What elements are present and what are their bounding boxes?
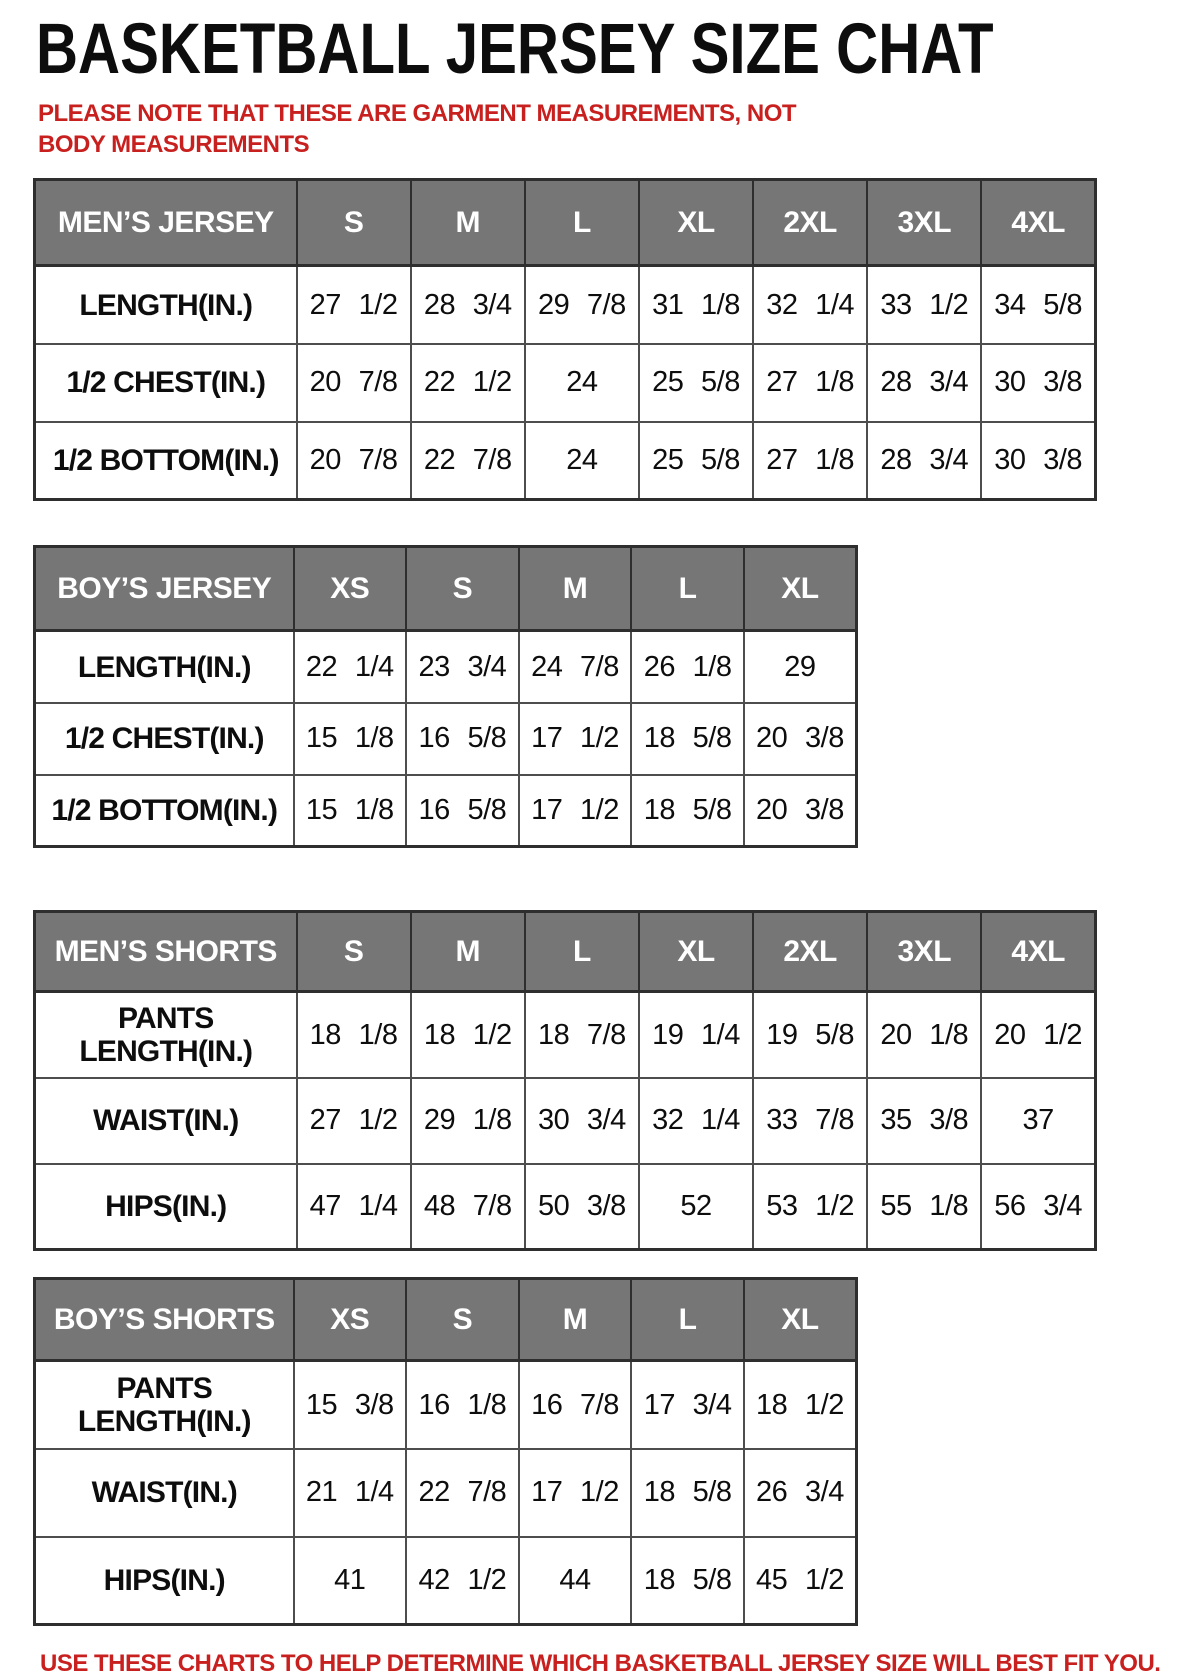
size-value-cell: 34 5/8 xyxy=(981,266,1095,344)
size-value-cell: 19 1/4 xyxy=(639,992,753,1078)
size-value-cell: 17 1/2 xyxy=(519,1449,632,1537)
size-value-cell: 28 3/4 xyxy=(867,422,981,500)
size-column-header: L xyxy=(631,547,744,631)
table-header-row xyxy=(35,1279,857,1361)
row-label: 1/2 CHEST(IN.) xyxy=(35,344,297,422)
size-value-cell: 52 xyxy=(639,1164,753,1250)
page-title: BASKETBALL JERSEY SIZE CHAT xyxy=(36,10,994,89)
row-label: LENGTH(IN.) xyxy=(35,266,297,344)
size-value-cell: 20 7/8 xyxy=(297,344,411,422)
size-value-cell: 27 1/2 xyxy=(297,1078,411,1164)
size-value-cell: 37 xyxy=(981,1078,1095,1164)
row-label: 1/2 BOTTOM(IN.) xyxy=(35,422,297,500)
size-value-cell: 20 7/8 xyxy=(297,422,411,500)
footer-text: USE THESE CHARTS TO HELP DETERMINE WHICH BASKETBALL JERSEY SIZE WILL BEST FIT YOU. xyxy=(40,1650,1161,1678)
size-value-cell: 27 1/8 xyxy=(753,422,867,500)
table-header-label: BOY’S SHORTS xyxy=(35,1279,294,1361)
size-column-header: XS xyxy=(294,1279,407,1361)
size-value-cell: 22 1/2 xyxy=(411,344,525,422)
size-value-cell: 18 1/2 xyxy=(744,1361,857,1449)
garment-note-text: PLEASE NOTE THAT THESE ARE GARMENT MEASUREMENTS, NOT BODY MEASUREMENTS xyxy=(38,100,797,158)
size-value-cell: 23 3/4 xyxy=(406,631,519,703)
table-row xyxy=(35,992,1096,1078)
size-value-cell: 16 5/8 xyxy=(406,775,519,847)
row-label: 1/2 BOTTOM(IN.) xyxy=(35,775,294,847)
size-column-header: XL xyxy=(639,912,753,992)
size-value-cell: 50 3/8 xyxy=(525,1164,639,1250)
size-value-cell: 33 1/2 xyxy=(867,266,981,344)
size-value-cell: 25 5/8 xyxy=(639,422,753,500)
size-value-cell: 17 1/2 xyxy=(519,703,632,775)
size-value-cell: 47 1/4 xyxy=(297,1164,411,1250)
size-value-cell: 30 3/4 xyxy=(525,1078,639,1164)
size-value-cell: 44 xyxy=(519,1537,632,1625)
size-value-cell: 15 3/8 xyxy=(294,1361,407,1449)
table-row xyxy=(35,1361,857,1449)
table-row xyxy=(35,703,857,775)
table-header-label: MEN’S JERSEY xyxy=(35,180,297,266)
table-row xyxy=(35,422,1096,500)
size-column-header: XS xyxy=(294,547,407,631)
size-value-cell: 29 1/8 xyxy=(411,1078,525,1164)
size-value-cell: 17 3/4 xyxy=(631,1361,744,1449)
size-value-cell: 16 7/8 xyxy=(519,1361,632,1449)
size-value-cell: 18 5/8 xyxy=(631,775,744,847)
size-value-cell: 41 xyxy=(294,1537,407,1625)
tables-root xyxy=(33,178,1200,1626)
boys-jersey-table xyxy=(33,545,858,848)
row-label: PANTS LENGTH(IN.) xyxy=(35,992,297,1078)
size-column-header: M xyxy=(411,912,525,992)
table-row xyxy=(35,775,857,847)
size-value-cell: 15 1/8 xyxy=(294,703,407,775)
size-value-cell: 20 1/8 xyxy=(867,992,981,1078)
size-value-cell: 16 1/8 xyxy=(406,1361,519,1449)
row-label: HIPS(IN.) xyxy=(35,1164,297,1250)
size-value-cell: 30 3/8 xyxy=(981,344,1095,422)
size-value-cell: 19 5/8 xyxy=(753,992,867,1078)
size-value-cell: 27 1/8 xyxy=(753,344,867,422)
row-label: 1/2 CHEST(IN.) xyxy=(35,703,294,775)
row-label: HIPS(IN.) xyxy=(35,1537,294,1625)
size-column-header: L xyxy=(525,912,639,992)
size-column-header: S xyxy=(297,912,411,992)
table-row xyxy=(35,266,1096,344)
size-column-header: 4XL xyxy=(981,180,1095,266)
table-header-row xyxy=(35,180,1096,266)
table-header-row xyxy=(35,912,1096,992)
size-chart-page xyxy=(0,10,1200,1679)
size-column-header: M xyxy=(411,180,525,266)
size-value-cell: 22 1/4 xyxy=(294,631,407,703)
size-value-cell: 22 7/8 xyxy=(411,422,525,500)
size-value-cell: 18 5/8 xyxy=(631,703,744,775)
table-header-label: BOY’S JERSEY xyxy=(35,547,294,631)
size-value-cell: 22 7/8 xyxy=(406,1449,519,1537)
size-value-cell: 24 xyxy=(525,422,639,500)
size-column-header: XL xyxy=(639,180,753,266)
size-column-header: XL xyxy=(744,547,857,631)
size-column-header: 4XL xyxy=(981,912,1095,992)
size-value-cell: 17 1/2 xyxy=(519,775,632,847)
table-row xyxy=(35,631,857,703)
size-column-header: L xyxy=(525,180,639,266)
size-value-cell: 29 7/8 xyxy=(525,266,639,344)
size-value-cell: 45 1/2 xyxy=(744,1537,857,1625)
size-value-cell: 28 3/4 xyxy=(867,344,981,422)
table-row xyxy=(35,1164,1096,1250)
size-value-cell: 26 1/8 xyxy=(631,631,744,703)
size-value-cell: 32 1/4 xyxy=(753,266,867,344)
size-column-header: L xyxy=(631,1279,744,1361)
size-value-cell: 20 1/2 xyxy=(981,992,1095,1078)
size-value-cell: 28 3/4 xyxy=(411,266,525,344)
table-row xyxy=(35,1537,857,1625)
size-value-cell: 15 1/8 xyxy=(294,775,407,847)
boys-shorts-table xyxy=(33,1277,858,1626)
size-value-cell: 18 5/8 xyxy=(631,1537,744,1625)
mens-jersey-table xyxy=(33,178,1097,501)
size-value-cell: 18 7/8 xyxy=(525,992,639,1078)
size-value-cell: 25 5/8 xyxy=(639,344,753,422)
size-column-header: XL xyxy=(744,1279,857,1361)
size-column-header: 2XL xyxy=(753,912,867,992)
size-value-cell: 32 1/4 xyxy=(639,1078,753,1164)
size-column-header: 2XL xyxy=(753,180,867,266)
size-value-cell: 26 3/4 xyxy=(744,1449,857,1537)
size-value-cell: 53 1/2 xyxy=(753,1164,867,1250)
table-header-row xyxy=(35,547,857,631)
size-value-cell: 33 7/8 xyxy=(753,1078,867,1164)
size-column-header: M xyxy=(519,1279,632,1361)
size-value-cell: 55 1/8 xyxy=(867,1164,981,1250)
size-column-header: S xyxy=(406,1279,519,1361)
size-value-cell: 30 3/8 xyxy=(981,422,1095,500)
table-header-label: MEN’S SHORTS xyxy=(35,912,297,992)
size-value-cell: 24 7/8 xyxy=(519,631,632,703)
size-value-cell: 18 1/8 xyxy=(297,992,411,1078)
table-row xyxy=(35,344,1096,422)
row-label: LENGTH(IN.) xyxy=(35,631,294,703)
mens-shorts-table xyxy=(33,910,1097,1251)
size-column-header: 3XL xyxy=(867,912,981,992)
size-value-cell: 18 5/8 xyxy=(631,1449,744,1537)
row-label: PANTS LENGTH(IN.) xyxy=(35,1361,294,1449)
table-row xyxy=(35,1078,1096,1164)
size-value-cell: 35 3/8 xyxy=(867,1078,981,1164)
size-column-header: M xyxy=(519,547,632,631)
size-value-cell: 48 7/8 xyxy=(411,1164,525,1250)
size-value-cell: 56 3/4 xyxy=(981,1164,1095,1250)
row-label: WAIST(IN.) xyxy=(35,1078,297,1164)
size-value-cell: 24 xyxy=(525,344,639,422)
size-column-header: S xyxy=(297,180,411,266)
row-label: WAIST(IN.) xyxy=(35,1449,294,1537)
size-column-header: S xyxy=(406,547,519,631)
size-value-cell: 21 1/4 xyxy=(294,1449,407,1537)
size-value-cell: 20 3/8 xyxy=(744,775,857,847)
size-value-cell: 27 1/2 xyxy=(297,266,411,344)
size-value-cell: 16 5/8 xyxy=(406,703,519,775)
size-value-cell: 31 1/8 xyxy=(639,266,753,344)
size-value-cell: 20 3/8 xyxy=(744,703,857,775)
size-value-cell: 42 1/2 xyxy=(406,1537,519,1625)
size-column-header: 3XL xyxy=(867,180,981,266)
size-value-cell: 18 1/2 xyxy=(411,992,525,1078)
size-value-cell: 29 xyxy=(744,631,857,703)
table-row xyxy=(35,1449,857,1537)
